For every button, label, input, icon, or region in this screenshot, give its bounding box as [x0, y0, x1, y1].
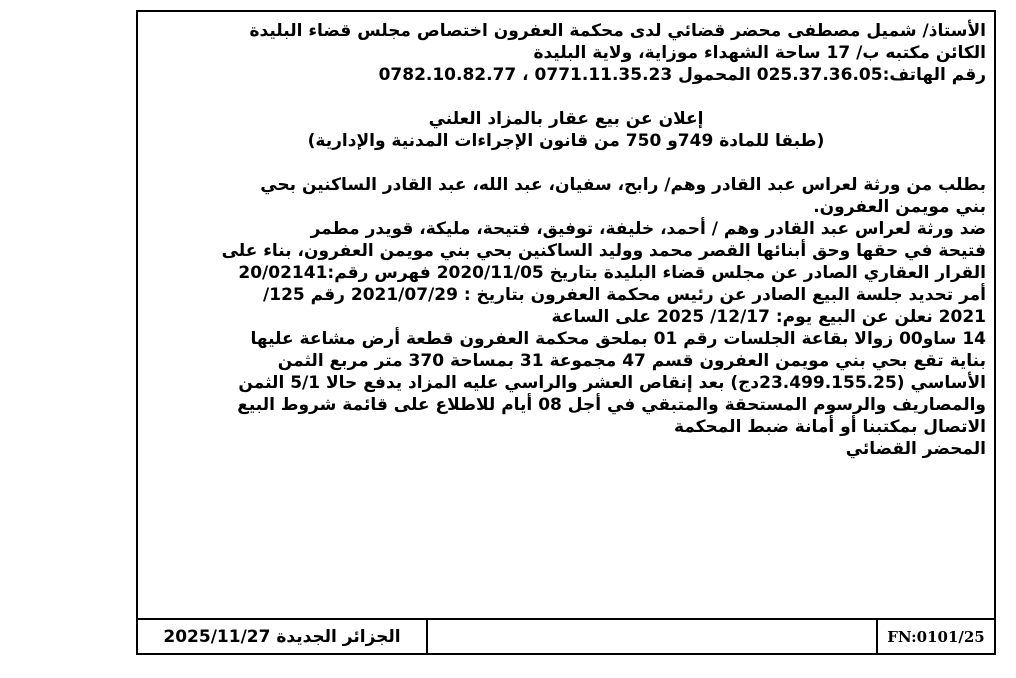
- signature-line: المحضر القضائي: [845, 439, 986, 459]
- body-line: بطلب من ورثة لعراس عبد القادر وهم/ رابح، سفيان، عبد الله، عبد القادر الساكنين بحي: [260, 175, 986, 195]
- announcement-subtitle: (طبقا للمادة 749و 750 من قانون الإجراءات المدنية والإدارية): [307, 131, 825, 151]
- body-line: بناية تقع بحي بني مويمن العفرون قسم 47 مجموعة 31 بمساحة 370 متر مربع الثمن: [277, 351, 986, 371]
- body-line: والمصاريف والرسوم المستحقة والمتبقي في أجل 08 أيام للاطلاع على قائمة شروط البيع: [237, 395, 986, 415]
- header-line-3: رقم الهاتف:025.37.36.05 المحمول 0771.11.35.23 ، 0782.10.82.77: [378, 65, 986, 85]
- header-line-1: الأستاذ/ شميل مصطفى محضر قضائي لدى محكمة العفرون اختصاص مجلس قضاء البليدة: [249, 21, 986, 41]
- spacer: [146, 86, 986, 108]
- announcement-title: إعلان عن بيع عقار بالمزاد العلني: [428, 109, 704, 129]
- body-line: أمر تحديد جلسة البيع الصادر عن رئيس محكمة العفرون بتاريخ : 2021/07/29 رقم 125/: [263, 285, 986, 305]
- reference-number: FN:0101/25: [876, 618, 994, 655]
- body-line: القرار العقاري الصادر عن مجلس قضاء البليدة بتاريخ 2020/11/05 فهرس رقم:20/02141: [238, 263, 986, 283]
- body-line: ضد ورثة لعراس عبد القادر وهم / أحمد، خليفة، توفيق، فتيحة، مليكة، قويدر مطمر: [310, 219, 986, 239]
- body-line: فتيحة في حقها وحق أبنائها القصر محمد ووليد الساكنين بحي بني مويمن العفرون، بناء على: [221, 241, 986, 261]
- body-line: الاتصال بمكتبنا أو أمانة ضبط المحكمة: [673, 417, 986, 437]
- body-line: 2021 نعلن عن البيع يوم: 12/17/ 2025 على الساعة: [551, 307, 986, 327]
- body-line: بني مويمن العفرون.: [813, 197, 986, 217]
- body-line: الأساسي (23.499.155.25دج) بعد إنقاص العشر والراسي عليه المزاد يدفع حالا 5/1 الثمن: [238, 373, 986, 393]
- spacer: [146, 152, 986, 174]
- newspaper-date: الجزائر الجديدة 2025/11/27: [138, 618, 428, 655]
- body-line: 14 ساو00 زوالا بقاعة الجلسات رقم 01 بملحق محكمة العفرون قطعة أرض مشاعة عليها: [250, 329, 986, 349]
- header-line-2: الكائن مكتبه ب/ 17 ساحة الشهداء موزاية، ولاية البليدة: [533, 43, 986, 63]
- announcement-frame: [136, 10, 996, 655]
- announcement-body: [146, 20, 986, 460]
